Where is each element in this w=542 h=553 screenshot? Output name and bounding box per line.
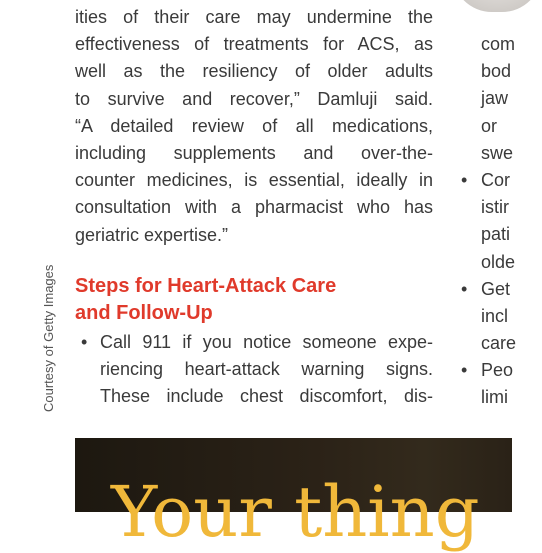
right-column-line bbox=[461, 58, 521, 85]
right-column-fragment: jaw bbox=[481, 88, 509, 109]
paragraph-line: consultation with a pharmacist who has bbox=[75, 197, 433, 218]
paragraph-line: effectiveness of treatments for ACS, as bbox=[75, 34, 433, 55]
right-column-fragment: pati bbox=[481, 224, 511, 245]
right-column-line bbox=[461, 357, 521, 384]
bullet-icon: • bbox=[461, 278, 468, 299]
list-item bbox=[75, 329, 433, 411]
right-column-fragment: bod bbox=[481, 61, 512, 82]
ad-title: Your thing bbox=[111, 471, 480, 553]
right-column-line bbox=[461, 384, 521, 411]
right-column-line bbox=[461, 221, 521, 248]
section-heading-line: and Follow-Up bbox=[75, 302, 213, 324]
right-column-line bbox=[461, 330, 521, 357]
right-column-fragment: olde bbox=[481, 251, 516, 272]
article-paragraph bbox=[75, 4, 433, 249]
bullet-icon: • bbox=[461, 169, 468, 190]
paragraph-line: “A detailed review of all medications, bbox=[75, 115, 433, 136]
right-column-fragment: incl bbox=[481, 305, 509, 326]
bullet-list bbox=[75, 329, 433, 411]
right-column-fragment: Cor bbox=[481, 169, 511, 190]
right-column-line bbox=[461, 276, 521, 303]
right-column-fragment: Get bbox=[481, 278, 511, 299]
right-column-line bbox=[461, 303, 521, 330]
paragraph-line: including supplements and over-the- bbox=[75, 142, 433, 163]
ad-panel bbox=[75, 438, 512, 553]
right-column-fragment: com bbox=[481, 34, 516, 54]
right-column-line bbox=[461, 249, 521, 276]
right-column-text bbox=[461, 31, 521, 412]
section-heading-line: Steps for Heart-Attack Care bbox=[75, 275, 337, 297]
right-column-fragment: or bbox=[481, 115, 498, 136]
corner-photo-fragment bbox=[452, 0, 542, 12]
right-column-line bbox=[461, 31, 521, 58]
right-column-line bbox=[461, 194, 521, 221]
right-column-line bbox=[461, 85, 521, 112]
right-column-fragment: care bbox=[481, 333, 517, 354]
photo-credit: Courtesy of Getty Images bbox=[41, 264, 56, 412]
bullet-line: Call 911 if you notice someone expe- bbox=[100, 332, 433, 352]
right-column-line bbox=[461, 113, 521, 140]
bullet-icon: • bbox=[461, 360, 468, 381]
paragraph-line: well as the resiliency of older adults bbox=[75, 61, 433, 82]
right-column-line bbox=[461, 140, 521, 167]
bullet-icon: • bbox=[81, 332, 88, 352]
paragraph-line: geriatric expertise.” bbox=[75, 224, 229, 245]
paragraph-line: ities of their care may undermine the bbox=[75, 7, 433, 27]
right-column-fragment: istir bbox=[481, 197, 509, 218]
right-column-fragment: limi bbox=[481, 387, 508, 408]
right-column-fragment: Peo bbox=[481, 360, 514, 381]
paragraph-line: counter medicines, is essential, ideally in bbox=[75, 170, 433, 191]
paragraph-line: to survive and recover,” Damluji said. bbox=[75, 88, 433, 109]
section-heading bbox=[75, 273, 435, 327]
bullet-line: These include chest discomfort, dis- bbox=[100, 386, 433, 407]
right-column-fragment: swe bbox=[481, 142, 514, 163]
right-column-line bbox=[461, 167, 521, 194]
bullet-line: riencing heart-attack warning signs. bbox=[100, 359, 433, 380]
